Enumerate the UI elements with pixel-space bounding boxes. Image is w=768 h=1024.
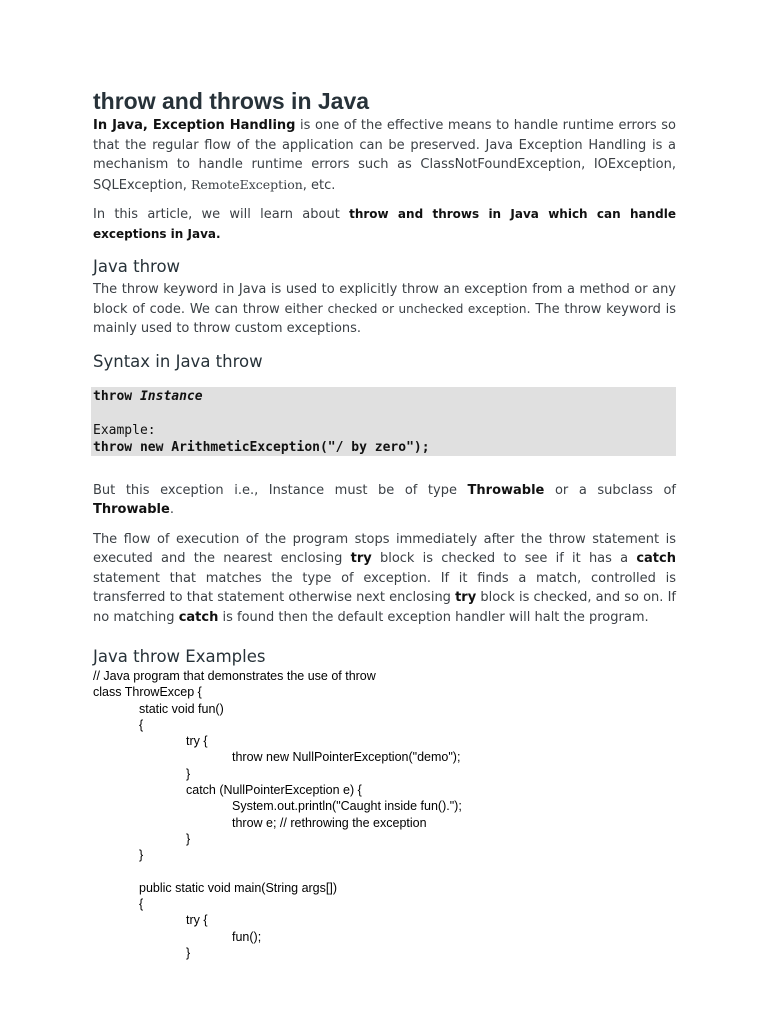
- code-line: // Java program that demonstrates the use of throw: [93, 669, 376, 683]
- flow-text-5: is found then the default exception handler will halt the program.: [218, 609, 649, 625]
- code-line: try {: [186, 734, 208, 749]
- code-line: catch (NullPointerException e) {: [186, 783, 362, 798]
- throw-paragraph: [93, 280, 676, 339]
- syntax-code-block: [91, 387, 676, 456]
- type-note-bold-b: Throwable: [93, 502, 170, 517]
- intro-paragraph: [93, 116, 676, 195]
- syntax-blank-line: [91, 405, 676, 422]
- syntax-line: [91, 387, 676, 405]
- article-note-paragraph: [93, 205, 676, 244]
- code-line: throw e; // rethrowing the exception: [232, 815, 427, 830]
- code-line: fun();: [232, 929, 262, 944]
- flow-bold-try-1: try: [350, 551, 372, 566]
- code-line: static void fun(): [139, 701, 224, 716]
- intro-bold: In Java, Exception Handling: [93, 118, 296, 133]
- type-note-paragraph: [93, 481, 676, 520]
- code-line: {: [139, 897, 144, 912]
- code-line: System.out.println("Caught inside fun().");: [232, 799, 462, 814]
- article-note-text: In this article, we will learn about: [93, 207, 350, 222]
- type-note-text-c: .: [169, 502, 174, 517]
- heading-java-throw: Java throw: [93, 257, 181, 276]
- flow-bold-catch-2: catch: [178, 609, 219, 625]
- flow-text-3: statement that matches the type of exception. If it finds a match, controlled is transferred to that statement otherwise next enclosing: [93, 570, 676, 605]
- throw-text-a: The throw keyword in Java is used to explicitly throw an exception from a method or any block of code. We can throw either: [93, 282, 676, 317]
- code-line: }: [139, 848, 144, 863]
- type-note-text-a: But this exception i.e., Instance must be of type: [93, 482, 468, 498]
- page-title: throw and throws in Java: [93, 88, 370, 114]
- flow-text-1: The flow of execution of the program stops immediately after the throw statement is executed and the nearest enclosing: [93, 531, 676, 566]
- flow-text-2: block is checked to see if it has a: [371, 551, 637, 566]
- intro-text-a: is one of the effective means to handle runtime errors so that the regular flow of the application can be preserved. Java Exception Handling is a mechanism to handle runtime errors such as ClassNotFoundException, IOException, SQLException,: [93, 118, 676, 193]
- code-line: }: [186, 831, 191, 846]
- flow-paragraph: [93, 530, 676, 628]
- code-line: class ThrowExcep {: [93, 685, 202, 700]
- intro-text-b: , etc.: [302, 177, 336, 193]
- code-line: }: [186, 766, 191, 781]
- example-code-listing: [93, 668, 676, 961]
- article-content: [93, 86, 676, 961]
- syntax-keyword: throw: [93, 388, 140, 404]
- intro-serif-term: RemoteException: [190, 176, 303, 192]
- example-label: Example:: [93, 422, 156, 438]
- heading-examples: Java throw Examples: [93, 647, 266, 666]
- heading-syntax: Syntax in Java throw: [93, 351, 263, 371]
- type-note-bold-a: Throwable: [467, 482, 545, 498]
- code-line: {: [139, 717, 144, 732]
- code-line: }: [186, 946, 191, 961]
- code-line: public static void main(String args[]): [139, 880, 337, 895]
- code-line-blank: [93, 864, 676, 880]
- throw-text-b: . The throw keyword is mainly used to throw custom exceptions.: [93, 301, 676, 336]
- flow-text-4: block is checked, and so on. If no matching: [93, 590, 676, 625]
- flow-bold-catch-1: catch: [636, 551, 676, 566]
- type-note-text-b: or a subclass of: [544, 482, 676, 498]
- syntax-instance: Instance: [139, 388, 203, 404]
- code-line: try {: [186, 913, 208, 928]
- throw-checked-unchecked: checked or unchecked exception: [327, 301, 527, 316]
- example-code-line: throw new ArithmeticException("/ by zero");: [93, 439, 430, 455]
- code-line: throw new NullPointerException("demo");: [232, 750, 461, 765]
- flow-bold-try-2: try: [455, 590, 477, 605]
- article-note-bold: throw and throws in Java which can handle exceptions in Java.: [93, 207, 676, 241]
